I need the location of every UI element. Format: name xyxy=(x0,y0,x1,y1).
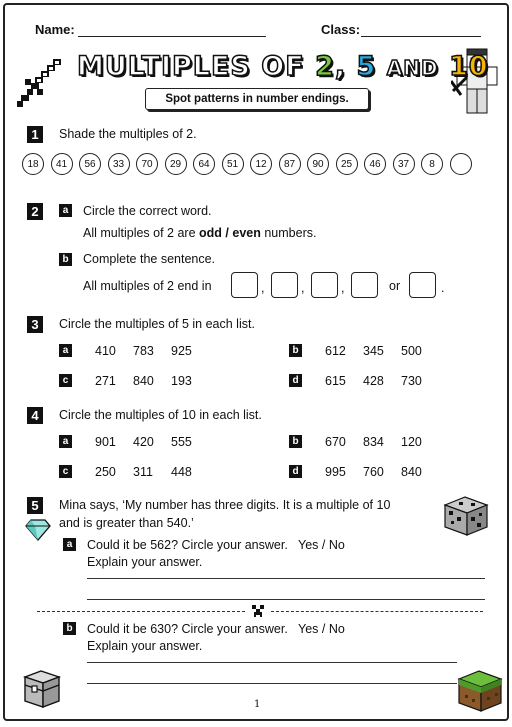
creeper-face-icon xyxy=(251,604,265,618)
writing-line[interactable] xyxy=(87,599,485,600)
number-circle[interactable]: 46 xyxy=(364,153,386,175)
question-2-number: 2 xyxy=(27,203,43,220)
q4a-values xyxy=(95,435,209,449)
value-item[interactable]: 311 xyxy=(133,465,153,479)
comma-sep: , xyxy=(261,281,265,295)
class-label: Class: xyxy=(321,22,361,37)
q5b-explain: Explain your answer. xyxy=(87,639,203,653)
q3c-values xyxy=(95,374,209,388)
q4b-values xyxy=(325,435,439,449)
number-circle[interactable]: 41 xyxy=(51,153,73,175)
number-circle[interactable]: 51 xyxy=(222,153,244,175)
grass-block-icon xyxy=(457,669,503,713)
number-circle[interactable]: 25 xyxy=(336,153,358,175)
q3d-values xyxy=(325,374,439,388)
number-circle[interactable]: 33 xyxy=(108,153,130,175)
q4c-label: c xyxy=(59,465,72,478)
number-circle[interactable]: 87 xyxy=(279,153,301,175)
option-even[interactable]: even xyxy=(232,226,261,240)
q4c-values xyxy=(95,465,209,479)
writing-line[interactable] xyxy=(87,578,485,579)
answer-box-2[interactable] xyxy=(271,272,298,298)
or-word: or xyxy=(389,279,401,293)
value-item[interactable]: 760 xyxy=(363,465,384,479)
page-number: 1 xyxy=(254,699,261,710)
q3d-label: d xyxy=(289,374,302,387)
title-number-2: 2 xyxy=(315,51,335,82)
value-item[interactable]: 612 xyxy=(325,344,346,358)
diamond-icon xyxy=(25,519,51,541)
question-1-number: 1 xyxy=(27,126,43,143)
number-circle[interactable]: 56 xyxy=(79,153,101,175)
number-circle[interactable]: 64 xyxy=(193,153,215,175)
q5b-label: b xyxy=(63,622,76,635)
question-1-text: Shade the multiples of 2. xyxy=(59,127,197,141)
option-odd[interactable]: odd xyxy=(199,226,222,240)
q1-number-circles xyxy=(22,153,472,175)
q4b-label: b xyxy=(289,435,302,448)
q2b-text: Complete the sentence. xyxy=(83,252,216,266)
value-item[interactable]: 670 xyxy=(325,435,346,449)
writing-line[interactable] xyxy=(87,683,457,684)
subtitle-text: Spot patterns in number endings. xyxy=(165,93,349,105)
number-circle[interactable]: 90 xyxy=(307,153,329,175)
answer-box-1[interactable] xyxy=(231,272,258,298)
value-item[interactable]: 783 xyxy=(133,344,154,358)
q5a-question xyxy=(87,538,345,552)
q2b-sentence: All multiples of 2 end in xyxy=(83,279,212,293)
value-item[interactable]: 448 xyxy=(171,465,192,479)
answer-box-4[interactable] xyxy=(351,272,378,298)
value-item[interactable]: 901 xyxy=(95,435,116,449)
q5b-yes-no[interactable]: Yes / No xyxy=(298,622,345,636)
option-separator: / xyxy=(221,226,233,240)
value-item[interactable]: 250 xyxy=(95,465,116,479)
dashed-divider xyxy=(271,611,483,612)
q5-line-1: Mina says, ‘My number has three digits. It is a multiple of 10 xyxy=(59,498,391,512)
value-item[interactable]: 730 xyxy=(401,374,422,388)
q4d-values xyxy=(325,465,439,479)
title-comma: , xyxy=(334,51,347,82)
value-item[interactable]: 834 xyxy=(363,435,384,449)
answer-box-5[interactable] xyxy=(409,272,436,298)
q3b-label: b xyxy=(289,344,302,357)
class-field-line[interactable] xyxy=(361,36,481,37)
number-circle[interactable]: 29 xyxy=(165,153,187,175)
question-4-number: 4 xyxy=(27,407,43,424)
value-item[interactable]: 840 xyxy=(401,465,422,479)
number-circle[interactable]: 8 xyxy=(421,153,443,175)
q5a-yes-no[interactable]: Yes / No xyxy=(298,538,345,552)
q2a-text: Circle the correct word. xyxy=(83,204,212,218)
value-item[interactable]: 995 xyxy=(325,465,346,479)
chest-icon xyxy=(21,669,63,709)
value-item[interactable]: 420 xyxy=(133,435,154,449)
number-circle[interactable]: 12 xyxy=(250,153,272,175)
value-item[interactable]: 925 xyxy=(171,344,192,358)
title-main: MULTIPLES OF xyxy=(77,51,316,82)
q4a-label: a xyxy=(59,435,72,448)
page-title xyxy=(77,51,489,82)
value-item[interactable]: 410 xyxy=(95,344,116,358)
comma-sep: , xyxy=(341,281,345,295)
number-circle-blank[interactable] xyxy=(450,153,472,175)
q2a-sentence xyxy=(83,226,316,240)
q2a-label: a xyxy=(59,204,72,217)
number-circle[interactable]: 18 xyxy=(22,153,44,175)
title-number-5: 5 xyxy=(356,51,377,82)
value-item[interactable]: 271 xyxy=(95,374,116,388)
value-item[interactable]: 615 xyxy=(325,374,346,388)
q5a-question-text: Could it be 562? Circle your answer. xyxy=(87,538,288,552)
q3c-label: c xyxy=(59,374,72,387)
question-5-number: 5 xyxy=(27,497,43,514)
dashed-divider xyxy=(37,611,245,612)
q4d-label: d xyxy=(289,465,302,478)
period: . xyxy=(441,281,445,295)
title-number-10: 10 xyxy=(448,51,489,82)
value-item[interactable]: 345 xyxy=(363,344,384,358)
q3a-values xyxy=(95,344,209,358)
value-item[interactable]: 500 xyxy=(401,344,422,358)
q3a-label: a xyxy=(59,344,72,357)
q5a-explain: Explain your answer. xyxy=(87,555,203,569)
comma-sep: , xyxy=(301,281,305,295)
name-field-line[interactable] xyxy=(78,36,266,37)
subtitle-banner xyxy=(145,88,369,110)
q3b-values xyxy=(325,344,439,358)
value-item[interactable]: 120 xyxy=(401,435,422,449)
ore-block-icon xyxy=(443,495,489,537)
q5b-question xyxy=(87,622,345,636)
question-3-number: 3 xyxy=(27,316,43,333)
question-4-text: Circle the multiples of 10 in each list. xyxy=(59,408,262,422)
q5b-question-text: Could it be 630? Circle your answer. xyxy=(87,622,288,636)
worksheet-page xyxy=(3,3,509,721)
question-3-text: Circle the multiples of 5 in each list. xyxy=(59,317,255,331)
number-circle[interactable]: 70 xyxy=(136,153,158,175)
title-and: AND xyxy=(386,56,439,80)
sword-icon xyxy=(15,55,73,111)
answer-box-3[interactable] xyxy=(311,272,338,298)
writing-line[interactable] xyxy=(87,662,457,663)
number-circle[interactable]: 37 xyxy=(393,153,415,175)
value-item[interactable]: 428 xyxy=(363,374,384,388)
value-item[interactable]: 555 xyxy=(171,435,192,449)
q2b-label: b xyxy=(59,253,72,266)
value-item[interactable]: 840 xyxy=(133,374,154,388)
q2a-sentence-post: numbers. xyxy=(260,226,317,240)
name-label: Name: xyxy=(35,22,75,37)
q5-line-2: and is greater than 540.’ xyxy=(59,516,194,530)
q2a-sentence-pre: All multiples of 2 are xyxy=(83,226,200,240)
value-item[interactable]: 193 xyxy=(171,374,192,388)
q5a-label: a xyxy=(63,538,76,551)
